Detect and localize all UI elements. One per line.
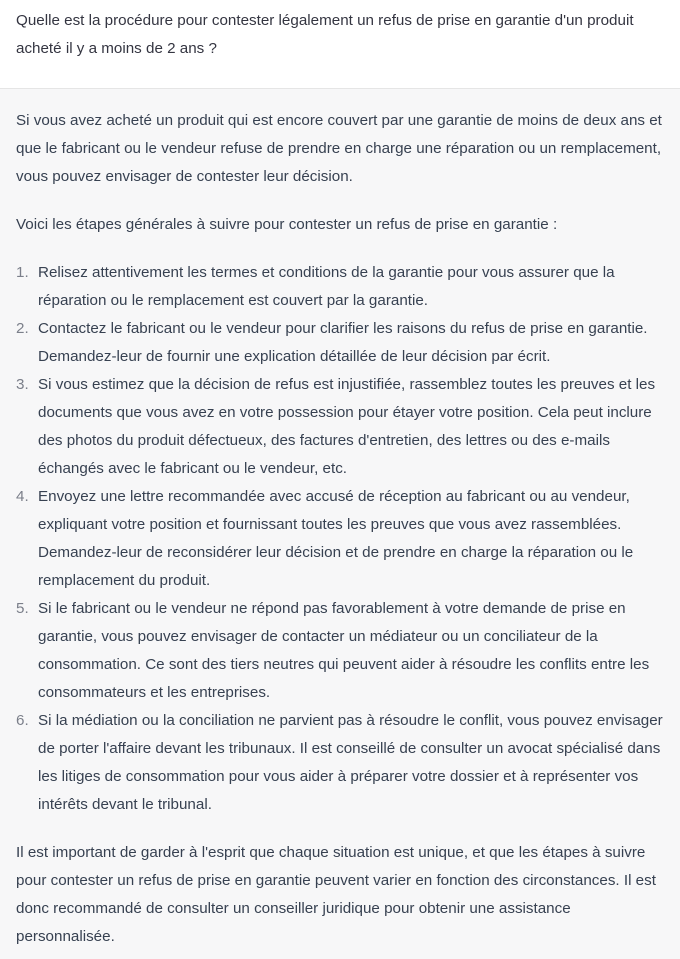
step-text: Si vous estimez que la décision de refus est injustifiée, rassemblez toutes les preuves et les documents que vous avez en votre possession pour étayer votre position. Cela peut inclure des photos du produit défectueux, des factures d'entretien, des lettres ou des e-mails échangés avec le fabricant ou le vendeur, etc. (38, 376, 656, 477)
step-number: 1. (16, 264, 29, 281)
user-message (0, 0, 680, 89)
assistant-conclusion: Il est important de garder à l'esprit que chaque situation est unique, et que les étapes à suivre pour contester un refus de prise en garantie peuvent varier en fonction des circonstances. Il est donc recommandé de consulter un conseiller juridique pour obtenir une assistance personnalisée. (16, 844, 656, 945)
step-text: Envoyez une lettre recommandée avec accusé de réception au fabricant ou au vendeur, expliquant votre position et fournissant toutes les preuves que vous avez rassemblées. Demandez-leur de reconsidérer leur décision et de prendre en charge la réparation ou le remplacement du produit. (38, 488, 634, 589)
assistant-intro: Si vous avez acheté un produit qui est encore couvert par une garantie de moins de deux ans et que le fabricant ou le vendeur refuse de prendre en charge une réparation ou un remplacement, vous pouvez envisager de contester leur décision. (16, 112, 662, 185)
step-item (16, 707, 664, 819)
step-text: Si le fabricant ou le vendeur ne répond pas favorablement à votre demande de prise en garantie, vous pouvez envisager de contacter un médiateur ou un conciliateur de la consommation. Ce sont des tiers neutres qui peuvent aider à résoudre les conflits entre les consommateurs et les entreprises. (38, 600, 650, 701)
step-text: Contactez le fabricant ou le vendeur pour clarifier les raisons du refus de prise en garantie. Demandez-leur de fournir une explication détaillée de leur décision par écrit. (38, 320, 648, 365)
step-number: 4. (16, 488, 29, 505)
step-item (16, 259, 664, 315)
step-number: 6. (16, 712, 29, 729)
step-item (16, 371, 664, 483)
step-text: Relisez attentivement les termes et conditions de la garantie pour vous assurer que la réparation ou le remplacement est couvert par la garantie. (38, 264, 615, 309)
steps-list (16, 259, 664, 819)
step-text: Si la médiation ou la conciliation ne parvient pas à résoudre le conflit, vous pouvez envisager de porter l'affaire devant les tribunaux. Il est conseillé de consulter un avocat spécialisé dans les litiges de consommation pour vous aider à préparer votre dossier et à représenter vos intérêts devant le tribunal. (38, 712, 663, 813)
step-number: 2. (16, 320, 29, 337)
assistant-steps-intro: Voici les étapes générales à suivre pour contester un refus de prise en garantie : (16, 216, 558, 233)
step-item (16, 595, 664, 707)
step-number: 3. (16, 376, 29, 393)
step-number: 5. (16, 600, 29, 617)
step-item (16, 315, 664, 371)
assistant-message (0, 89, 680, 959)
user-message-text: Quelle est la procédure pour contester légalement un refus de prise en garantie d'un produit acheté il y a moins de 2 ans ? (16, 12, 634, 57)
step-item (16, 483, 664, 595)
